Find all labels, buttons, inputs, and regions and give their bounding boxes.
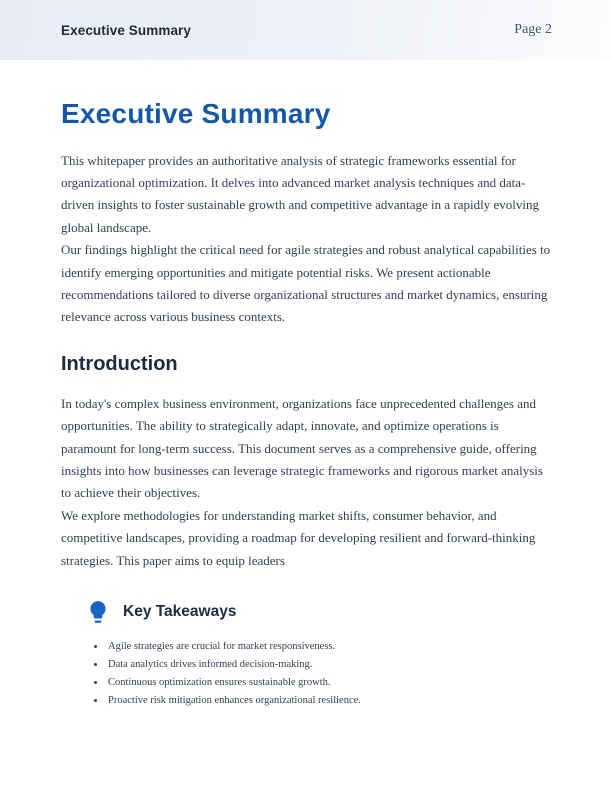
header-page-number: Page 2	[514, 22, 552, 37]
callout-list-item: • Proactive risk mitigation enhances organizational resilience.	[106, 692, 551, 710]
callout-header	[85, 599, 551, 625]
article-title: Executive Summary	[61, 98, 331, 129]
introduction-paragraph-2: We explore methodologies for understanding market shifts, consumer behavior, and competitive landscapes, providing a roadmap for developing resilient and forward-thinking strategies. This paper aims to equip leaders	[61, 507, 536, 568]
header-document-title: Executive Summary	[61, 22, 192, 38]
callout-list-item: • Continuous optimization ensures sustainable growth.	[106, 674, 551, 692]
lightbulb-icon	[85, 599, 111, 625]
callout-list-item: • Agile strategies are crucial for market responsiveness.	[106, 638, 551, 656]
page-header	[0, 0, 612, 60]
section-heading-introduction: Introduction	[61, 352, 178, 375]
intro-paragraph-2: Our findings highlight the critical need for agile strategies and robust analytical capabilities to identify emerging opportunities and mitigate potential risks. We present actionable recommendations tailored to diverse organizational structures and market dynamics, ensuring relevance across various business contexts.	[61, 242, 551, 325]
introduction-paragraph-1: In today's complex business environment, organizations face unprecedented challenges and opportunities. The ability to strategically adapt, innovate, and optimize operations is paramount for long-term success. This document serves as a comprehensive guide, offering insights into how businesses can leverage strategic frameworks and rigorous market analysis to achieve their objectives.	[61, 395, 543, 501]
callout-heading: Key Takeaways	[123, 603, 237, 621]
callout-list	[85, 638, 551, 710]
page-content	[0, 97, 612, 710]
intro-paragraph-1: This whitepaper provides an authoritative analysis of strategic frameworks essential for organizational optimization. It delves into advanced market analysis techniques and data-driven insights to foster sustainable growth and competitive advantage in a rapidly evolving global landscape.	[61, 152, 539, 235]
callout-list-item: • Data analytics drives informed decision-making.	[106, 656, 551, 674]
key-takeaways-callout	[85, 599, 551, 710]
